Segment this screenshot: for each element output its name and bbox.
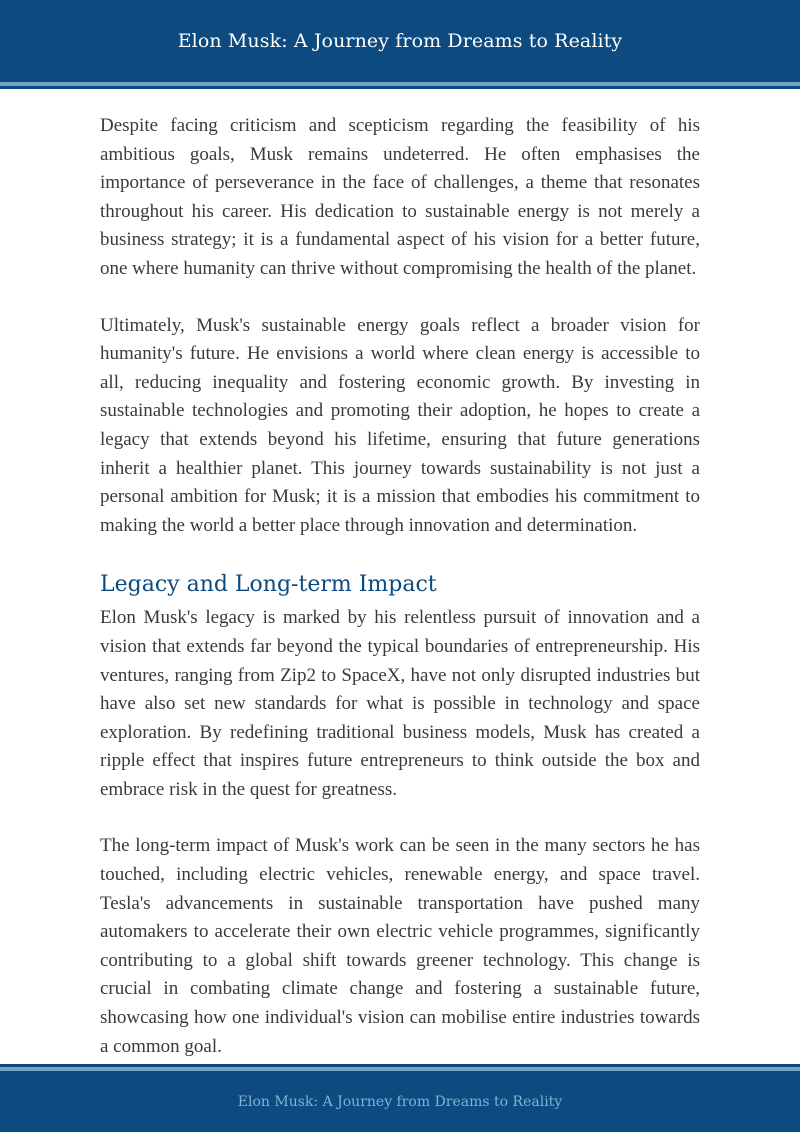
body-paragraph: The long-term impact of Musk's work can be seen in the many sectors he has touched, including electric vehicles, renewable energy, and space travel. Tesla's advancements in sustainable transportation have pushed many automakers to accelerate their own electric vehicle programmes, significantly contributing to a global shift towards greener technology. This change is crucial in combating climate change and fostering a sustainable future, showcasing how one individual's vision can mobilise entire industries towards a common goal. <box>100 835 700 1057</box>
body-paragraph: Ultimately, Musk's sustainable energy goals reflect a broader vision for humanity's future. He envisions a world where clean energy is accessible to all, reducing inequality and fostering economic growth. By investing in sustainable technologies and promoting their adoption, he hopes to create a legacy that extends beyond his lifetime, ensuring that future generations inherit a healthier planet. This journey towards sustainability is not just a personal ambition for Musk; it is a mission that embodies his commitment to making the world a better place through innovation and determination. <box>100 314 700 536</box>
body-paragraph: Despite facing criticism and scepticism regarding the feasibility of his ambitious goals, Musk remains undeterred. He often emphasises the importance of perseverance in the face of challenges, a theme that resonates throughout his career. His dedication to sustainable energy is not merely a business strategy; it is a fundamental aspect of his vision for a better future, one where humanity can thrive without compromising the health of the planet. <box>100 115 700 279</box>
footer-title: Elon Musk: A Journey from Dreams to Reality <box>237 1093 563 1110</box>
header-title: Elon Musk: A Journey from Dreams to Reality <box>177 30 623 52</box>
page-footer <box>0 1071 800 1132</box>
section-heading: Legacy and Long-term Impact <box>100 572 437 598</box>
page-header <box>0 0 800 82</box>
page-content <box>100 112 700 1089</box>
body-paragraph: Elon Musk's legacy is marked by his relentless pursuit of innovation and a vision that extends far beyond the typical boundaries of entrepreneurship. His ventures, ranging from Zip2 to SpaceX, have not only disrupted industries but have also set new standards for what is possible in technology and space exploration. By redefining traditional business models, Musk has created a ripple effect that inspires future entrepreneurs to think outside the box and embrace risk in the quest for greatness. <box>100 607 700 800</box>
header-rule-dark <box>0 86 800 89</box>
